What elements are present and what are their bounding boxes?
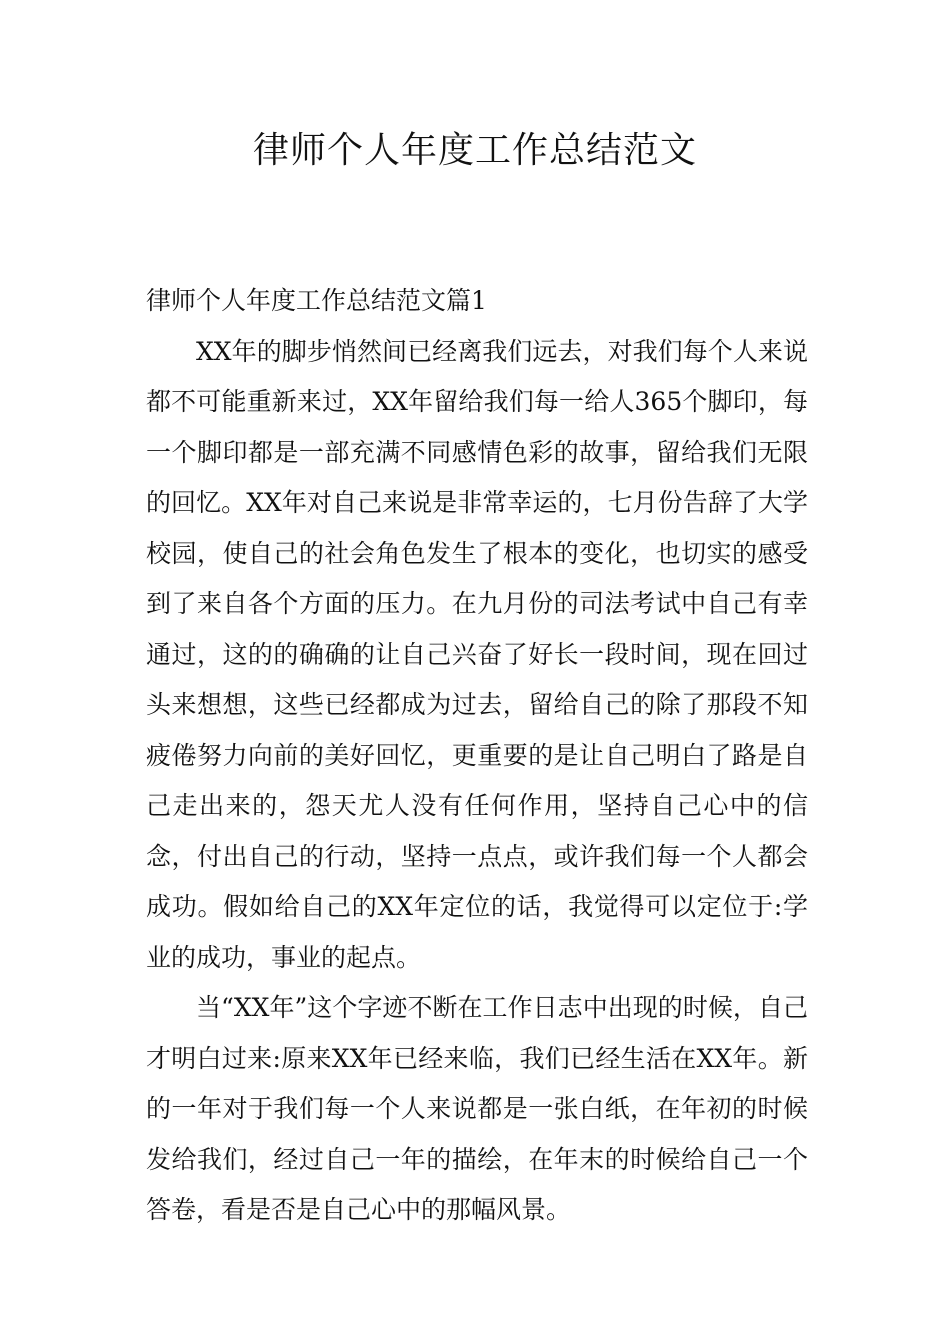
section-heading: 律师个人年度工作总结范文篇1	[146, 286, 487, 315]
paragraph-2: 当“XX年”这个字迹不断在工作日志中出现的时候，自己才明白过来:原来XX年已经来临，我们已经生活在XX年。新的一年对于我们每一个人来说都是一张白纸，在年初的时候发给我们，经过自己一年的描绘，在年末的时候给自己一个答卷，看是否是自己心中的那幅风景。	[146, 993, 808, 1224]
document-body	[146, 276, 808, 1236]
paragraph-1: XX年的脚步悄然间已经离我们远去，对我们每个人来说都不可能重新来过，XX年留给我们每一给人365个脚印，每一个脚印都是一部充满不同感情色彩的故事，留给我们无限的回忆。XX年对自己来说是非常幸运的，七月份告辞了大学校园，使自己的社会角色发生了根本的变化，也切实的感受到了来自各个方面的压力。在九月份的司法考试中自己有幸通过，这的的确确的让自己兴奋了好长一段时间，现在回过头来想想，这些已经都成为过去，留给自己的除了那段不知疲倦努力向前的美好回忆，更重要的是让自己明白了路是自己走出来的，怨天尤人没有任何作用，坚持自己心中的信念，付出自己的行动，坚持一点点，或许我们每一个人都会成功。假如给自己的XX年定位的话，我觉得可以定位于:学业的成功，事业的起点。	[146, 336, 808, 972]
document-title: 律师个人年度工作总结范文	[252, 130, 697, 171]
